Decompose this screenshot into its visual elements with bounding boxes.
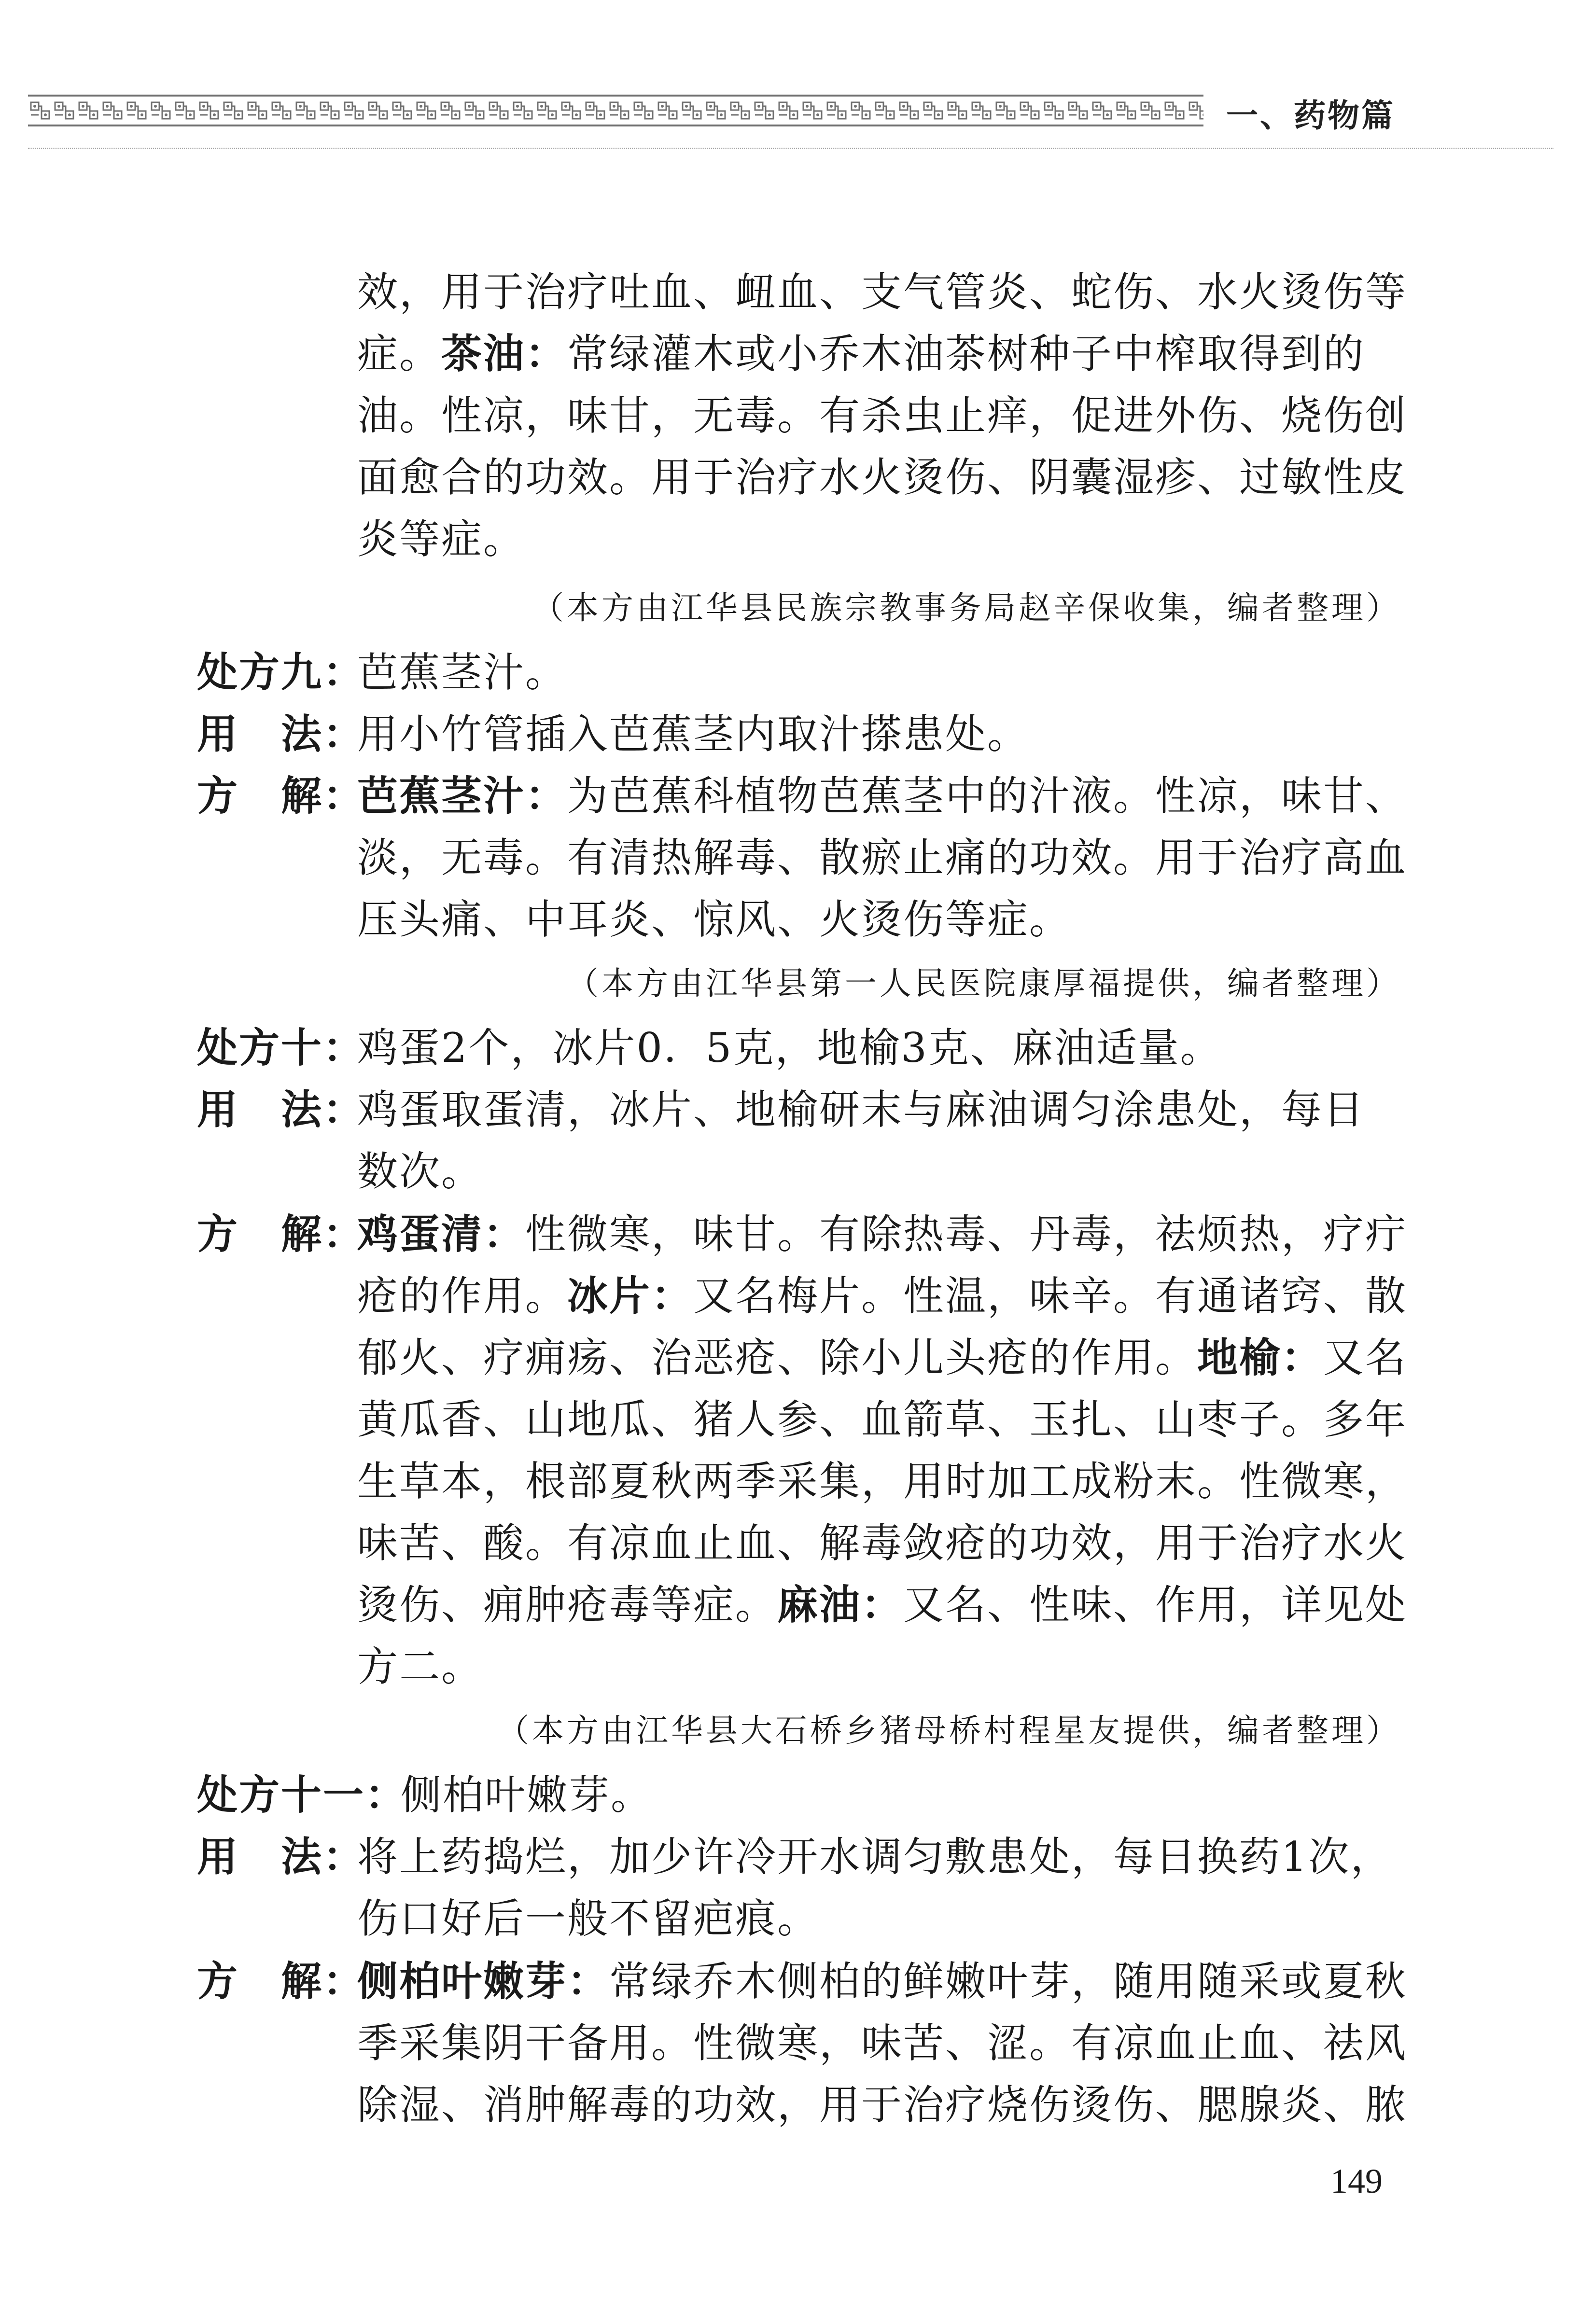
text-line: 效，用于治疗吐血、衄血、支气管炎、蛇伤、水火烫伤等: [357, 268, 1408, 316]
herb-term: 芭蕉茎汁：: [357, 772, 568, 820]
usage-label: 用 法：: [197, 710, 365, 758]
source-note: （本方由江华县大石桥乡猪母桥村程星友提供，编者整理）: [497, 1712, 1401, 1749]
explanation-label: 方 解：: [197, 772, 365, 820]
text-line: 炎等症。: [357, 515, 526, 563]
text-span: 症。: [357, 330, 442, 377]
text-span: 常绿灌木或小乔木油茶树种子中榨取得到的: [567, 330, 1366, 377]
text-line: [357, 330, 1365, 378]
explanation-label: 方 解：: [197, 1211, 365, 1258]
text-span: 又名: [1323, 1334, 1408, 1381]
text-line: 季采集阴干备用。性微寒，味苦、涩。有凉血止血、祛风: [357, 2019, 1408, 2067]
text-span: 烫伤、痈肿疮毒等症。: [357, 1581, 778, 1628]
text-line: [357, 1272, 1407, 1320]
prescription-text: 芭蕉茎汁。: [357, 649, 568, 696]
text-line: [357, 1334, 1407, 1382]
herb-term: 侧柏叶嫩芽：: [357, 1958, 610, 2005]
text-line: [357, 772, 1407, 820]
text-line: 黄瓜香、山地瓜、猪人参、血箭草、玉扎、山枣子。多年: [357, 1396, 1408, 1443]
text-span: 又名、性味、作用，详见处: [903, 1581, 1408, 1628]
herb-term: 茶油：: [441, 330, 568, 377]
usage-text: 伤口好后一般不留疤痕。: [357, 1895, 820, 1942]
text-line: [357, 1581, 1407, 1629]
text-line: 面愈合的功效。用于治疗水火烫伤、阴囊湿疹、过敏性皮: [357, 454, 1408, 501]
text-line: [357, 1957, 1407, 2005]
text-span: 疮的作用。: [357, 1272, 568, 1320]
text-line: 除湿、消肿解毒的功效，用于治疗烧伤烫伤、腮腺炎、脓: [357, 2081, 1408, 2129]
prescription-label: 处方九：: [197, 649, 365, 696]
text-span: 为芭蕉科植物芭蕉茎中的汁液。性凉，味甘、: [567, 772, 1408, 820]
text-line: 淡，无毒。有清热解毒、散瘀止痛的功效。用于治疗高血: [357, 834, 1408, 881]
prescription-label: 处方十一：: [197, 1771, 407, 1819]
prescription-text: 侧柏叶嫩芽。: [401, 1771, 653, 1819]
herb-term: 麻油：: [777, 1581, 904, 1628]
usage-text: 用小竹管插入芭蕉茎内取汁搽患处。: [357, 710, 1030, 758]
text-line: 压头痛、中耳炎、惊风、火烫伤等症。: [357, 896, 1072, 943]
usage-text: 将上药捣烂，加少许冷开水调匀敷患处，每日换药1次，: [357, 1833, 1393, 1880]
text-span: 郁火、疗痈疡、治恶疮、除小儿头疮的作用。: [357, 1334, 1198, 1381]
section-title: 一、药物篇: [1226, 97, 1395, 134]
source-note: （本方由江华县第一人民医院康厚福提供，编者整理）: [567, 965, 1401, 1002]
text-line: 方二。: [357, 1643, 484, 1690]
herb-term: 地榆：: [1197, 1334, 1324, 1381]
text-line: 油。性凉，味甘，无毒。有杀虫止痒，促进外伤、烧伤创: [357, 392, 1408, 439]
text-span: 又名梅片。性温，味辛。有通诸窍、散: [693, 1272, 1408, 1320]
text-line: 味苦、酸。有凉血止血、解毒敛疮的功效，用于治疗水火: [357, 1519, 1408, 1567]
page-number: 149: [1330, 2162, 1383, 2200]
usage-label: 用 法：: [197, 1086, 365, 1133]
prescription-text: 鸡蛋2个，冰片0．5克，地榆3克、麻油适量。: [357, 1024, 1222, 1072]
usage-label: 用 法：: [197, 1833, 365, 1880]
usage-text: 数次。: [357, 1148, 484, 1195]
herb-term: 鸡蛋清：: [357, 1211, 526, 1258]
text-line: [357, 1210, 1407, 1258]
prescription-label: 处方十：: [197, 1024, 365, 1072]
source-note: （本方由江华县民族宗教事务局赵辛保收集，编者整理）: [532, 589, 1401, 626]
explanation-label: 方 解：: [197, 1958, 365, 2005]
text-line: 生草本，根部夏秋两季采集，用时加工成粉末。性微寒，: [357, 1458, 1408, 1505]
herb-term: 冰片：: [567, 1272, 694, 1320]
usage-text: 鸡蛋取蛋清，冰片、地榆研末与麻油调匀涂患处，每日: [357, 1086, 1366, 1133]
text-span: 性微寒，味甘。有除热毒、丹毒，祛烦热，疗疔: [525, 1211, 1408, 1258]
text-span: 常绿乔木侧柏的鲜嫩叶芽，随用随采或夏秋: [609, 1958, 1408, 2005]
